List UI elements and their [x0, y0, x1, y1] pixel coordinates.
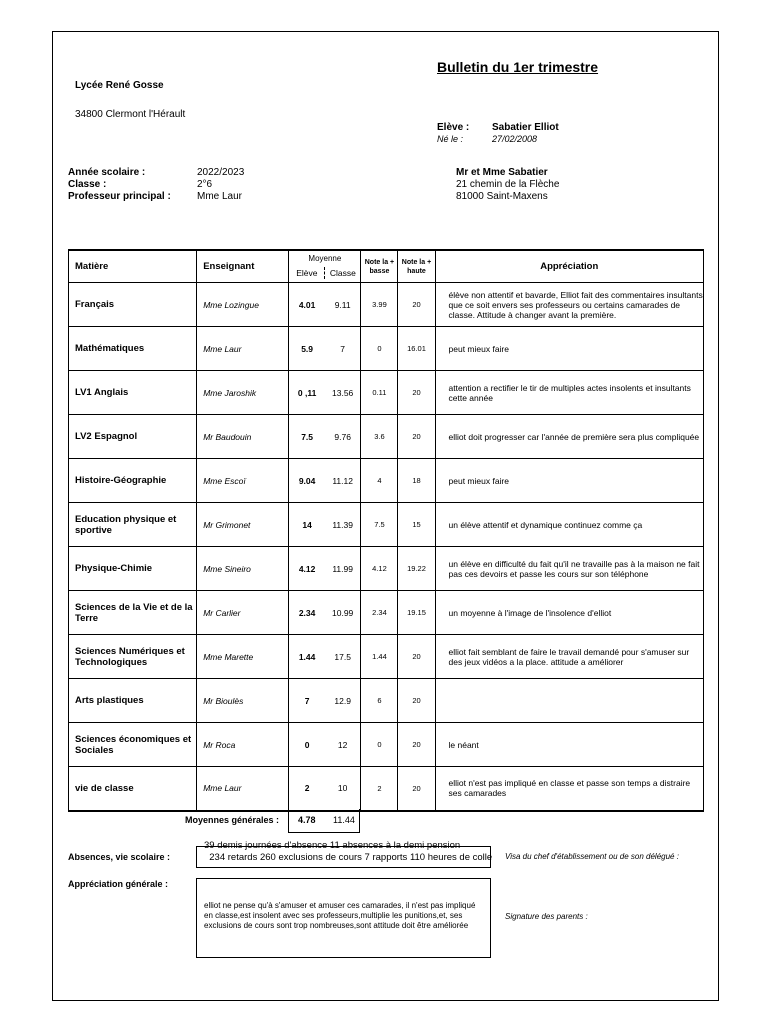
teacher-cell: Mme Escoï [197, 459, 289, 503]
class-average-cell: 9.11 [325, 283, 361, 327]
lowest-grade-cell: 0.11 [361, 371, 398, 415]
teacher-cell: Mme Laur [197, 327, 289, 371]
student-average-cell: 4.01 [289, 283, 325, 327]
header-appreciation: Appréciation [435, 250, 703, 283]
appreciation-cell: élève non attentif et bavarde, Elliot fait des commentaires insultants que ce soit envers ses professeurs ou certains camarades de classe. Attitude à changer avant la première. [435, 283, 703, 327]
teacher-cell: Mme Lozingue [197, 283, 289, 327]
highest-grade-cell: 19.22 [398, 547, 435, 591]
teacher-cell: Mr Grimonet [197, 503, 289, 547]
class-average-cell: 13.56 [325, 371, 361, 415]
appreciation-generale-box [196, 878, 491, 958]
lowest-grade-cell: 6 [361, 679, 398, 723]
teacher-cell: Mme Marette [197, 635, 289, 679]
header-moyenne [289, 250, 361, 283]
subject-cell: vie de classe [69, 767, 197, 811]
class-average-cell: 10.99 [325, 591, 361, 635]
appreciation-cell: peut mieux faire [435, 327, 703, 371]
class-average-cell: 12 [325, 723, 361, 767]
student-average-cell: 4.12 [289, 547, 325, 591]
appreciation-cell: elliot doit progresser car l'année de première sera plus compliquée [435, 415, 703, 459]
class-average-cell: 12.9 [325, 679, 361, 723]
teacher-cell: Mr Baudouin [197, 415, 289, 459]
header-classe: Classe [329, 268, 356, 278]
birthdate-value: 27/02/2008 [492, 134, 538, 144]
table-row [69, 415, 704, 459]
lowest-grade-cell: 7.5 [361, 503, 398, 547]
class-average-cell: 11.99 [325, 547, 361, 591]
absences-box [196, 840, 493, 868]
table-row [69, 591, 704, 635]
subject-cell: LV2 Espagnol [69, 415, 197, 459]
highest-grade-cell: 20 [398, 635, 435, 679]
highest-grade-cell: 16.01 [398, 327, 435, 371]
main-teacher-label: Professeur principal : [68, 191, 171, 202]
table-row [69, 503, 704, 547]
highest-grade-cell: 20 [398, 767, 435, 811]
subject-cell: Sciences de la Vie et de la Terre [69, 591, 197, 635]
subject-cell: LV1 Anglais [69, 371, 197, 415]
appreciation-generale-label: Appréciation générale : [68, 879, 169, 889]
subject-cell: Mathématiques [69, 327, 197, 371]
highest-grade-cell: 20 [398, 415, 435, 459]
subject-cell: Sciences Numériques et Technologiques [69, 635, 197, 679]
visa-label: Visa du chef d'établissement ou de son délégué : [505, 852, 679, 861]
lowest-grade-cell: 4 [361, 459, 398, 503]
table-row [69, 371, 704, 415]
lowest-grade-cell: 0 [361, 723, 398, 767]
student-average-cell: 0 [289, 723, 325, 767]
appreciation-cell: le néant [435, 723, 703, 767]
birthdate-label: Né le : [437, 134, 464, 144]
appreciation-cell: un moyenne à l'image de l'insolence d'elliot [435, 591, 703, 635]
absences-line-1: 39 demis journées d'absence 11 absences à la demi pension [204, 840, 461, 851]
subject-cell: Physique-Chimie [69, 547, 197, 591]
appreciation-cell [435, 679, 703, 723]
highest-grade-cell: 19.15 [398, 591, 435, 635]
teacher-cell: Mr Carlier [197, 591, 289, 635]
student-average-cell: 1.44 [289, 635, 325, 679]
subject-cell: Français [69, 283, 197, 327]
school-address: 34800 Clermont l'Hérault [75, 109, 186, 120]
teacher-cell: Mme Jaroshik [197, 371, 289, 415]
subject-cell: Education physique et sportive [69, 503, 197, 547]
lowest-grade-cell: 3.6 [361, 415, 398, 459]
student-average-cell: 0 ,11 [289, 371, 325, 415]
moyennes-label: Moyennes générales : [185, 815, 280, 825]
table-row [69, 547, 704, 591]
school-year-value: 2022/2023 [197, 167, 245, 178]
lowest-grade-cell: 4.12 [361, 547, 398, 591]
report-title: Bulletin du 1er trimestre [437, 59, 599, 75]
student-average-cell: 2 [289, 767, 325, 811]
appreciation-generale-text: elliot ne pense qu'à s'amuser et amuser ces camarades, il n'est pas impliqué en classe,est insolent avec ses professeurs,multiplie les punitions,et, ses exclusions de cours sont trop nombreuses,sont attitude doit être améliorée [204, 901, 476, 930]
header-note-basse: Note la + basse [361, 250, 398, 283]
teacher-cell: Mr Roca [197, 723, 289, 767]
highest-grade-cell: 15 [398, 503, 435, 547]
eleve-label: Elève : [437, 122, 470, 133]
appreciation-cell: un élève en difficulté du fait qu'il ne travaille pas à la maison ne fait pas ces devoirs et passe les cours sur son téléphone [435, 547, 703, 591]
signature-label: Signature des parents : [505, 912, 588, 921]
main-teacher-value: Mme Laur [197, 191, 243, 202]
student-average-cell: 7 [289, 679, 325, 723]
parents-city: 81000 Saint-Maxens [456, 191, 548, 202]
lowest-grade-cell: 2.34 [361, 591, 398, 635]
student-average-cell: 7.5 [289, 415, 325, 459]
moyenne-classe: 11.44 [333, 815, 355, 825]
highest-grade-cell: 20 [398, 679, 435, 723]
student-average-cell: 5.9 [289, 327, 325, 371]
student-average-cell: 14 [289, 503, 325, 547]
moyenne-eleve: 4.78 [298, 815, 316, 825]
appreciation-cell: un élève attentif et dynamique continuez comme ça [435, 503, 703, 547]
class-average-cell: 9.76 [325, 415, 361, 459]
highest-grade-cell: 20 [398, 283, 435, 327]
table-row [69, 635, 704, 679]
appreciation-cell: peut mieux faire [435, 459, 703, 503]
appreciation-cell: elliot n'est pas impliqué en classe et passe son temps a distraire ses camarades [435, 767, 703, 811]
subject-cell: Histoire-Géographie [69, 459, 197, 503]
appreciation-cell: elliot fait semblant de faire le travail demandé pour s'amuser sur des jeux vidéos a la place. attitude a améliorer [435, 635, 703, 679]
table-row [69, 283, 704, 327]
class-average-cell: 10 [325, 767, 361, 811]
highest-grade-cell: 18 [398, 459, 435, 503]
class-label: Classe : [68, 179, 107, 190]
teacher-cell: Mme Laur [197, 767, 289, 811]
absences-line-2: 234 retards 260 exclusions de cours 7 rapports 110 heures de colle [204, 852, 493, 863]
teacher-cell: Mme Sineiro [197, 547, 289, 591]
subject-cell: Sciences économiques et Sociales [69, 723, 197, 767]
highest-grade-cell: 20 [398, 723, 435, 767]
school-year-label: Année scolaire : [68, 167, 146, 178]
table-row [69, 723, 704, 767]
class-average-cell: 17.5 [325, 635, 361, 679]
student-average-cell: 2.34 [289, 591, 325, 635]
table-row [69, 679, 704, 723]
table-row [69, 327, 704, 371]
lowest-grade-cell: 0 [361, 327, 398, 371]
student-average-cell: 9.04 [289, 459, 325, 503]
lowest-grade-cell: 3.99 [361, 283, 398, 327]
parents-name: Mr et Mme Sabatier [456, 167, 548, 178]
header-note-haute: Note la + haute [398, 250, 435, 283]
appreciation-cell: attention a rectifier le tir de multiples actes insolents et insultants cette année [435, 371, 703, 415]
table-row [69, 459, 704, 503]
teacher-cell: Mr Bioulès [197, 679, 289, 723]
parents-street: 21 chemin de la Flèche [456, 179, 560, 190]
header-moyenne-label: Moyenne [308, 254, 342, 263]
table-row [69, 767, 704, 811]
eleve-name: Sabatier Elliot [492, 122, 559, 133]
header-matiere: Matière [69, 250, 197, 283]
grades-table [68, 249, 704, 812]
class-average-cell: 7 [325, 327, 361, 371]
header-enseignant: Enseignant [197, 250, 289, 283]
subject-cell: Arts plastiques [69, 679, 197, 723]
class-value: 2°6 [197, 179, 213, 190]
lowest-grade-cell: 1.44 [361, 635, 398, 679]
school-name: Lycée René Gosse [75, 80, 164, 91]
lowest-grade-cell: 2 [361, 767, 398, 811]
highest-grade-cell: 20 [398, 371, 435, 415]
class-average-cell: 11.12 [325, 459, 361, 503]
header-eleve: Elève [289, 267, 325, 279]
class-average-cell: 11.39 [325, 503, 361, 547]
absences-label: Absences, vie scolaire : [68, 852, 171, 862]
